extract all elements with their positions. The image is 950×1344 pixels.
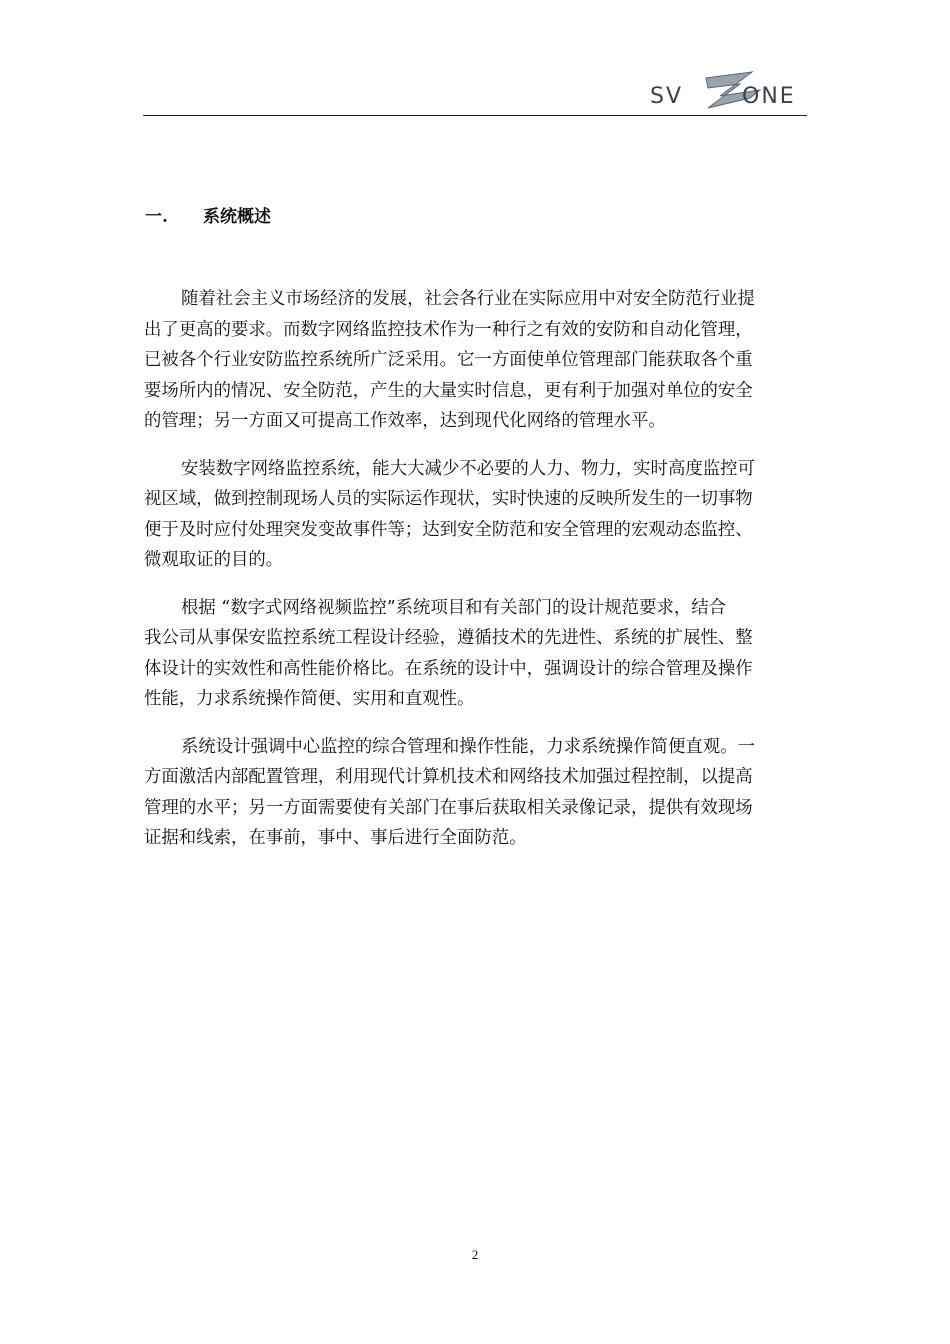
section-title: 系统概述 [203, 207, 271, 227]
paragraph-line: 证据和线索，在事前，事中、事后进行全面防范。 [144, 828, 527, 848]
paragraph-line: 已被各个行业安防监控系统所广泛采用。它一方面使单位管理部门能获取各个重 [144, 350, 753, 370]
paragraph [144, 732, 808, 854]
section-number: 一. [145, 207, 168, 227]
paragraph-line: 我公司从事保安监控系统工程设计经验，遵循技术的先进性、系统的扩展性、整 [144, 628, 753, 648]
header-rule [143, 115, 807, 116]
paragraph-line: 体设计的实效性和高性能价格比。在系统的设计中，强调设计的综合管理及操作 [144, 658, 753, 679]
paragraph-line: 要场所内的情况、安全防范，产生的大量实时信息，更有利于加强对单位的安全 [144, 380, 753, 401]
paragraph [144, 454, 808, 576]
body-text [144, 284, 808, 871]
paragraph [144, 593, 808, 715]
paragraph-line: 方面激活内部配置管理，利用现代计算机技术和网络技术加强过程控制，以提高 [144, 767, 753, 787]
paragraph-line: 根据 “数字式网络视频监控”系统项目和有关部门的设计规范要求，结合 [181, 597, 727, 618]
paragraph-line: 视区域，做到控制现场人员的实际运作现状，实时快速的反映所发生的一切事物 [144, 489, 753, 509]
svg-text:ONE: ONE [742, 84, 796, 109]
paragraph-line: 微观取证的目的。 [144, 550, 284, 570]
svg-text:SV: SV [650, 84, 684, 109]
paragraph-line: 随着社会主义市场经济的发展，社会各行业在实际应用中对安全防范行业提 [181, 289, 755, 309]
paragraph-line: 系统设计强调中心监控的综合管理和操作性能，力求系统操作简便直观。一 [181, 736, 755, 757]
paragraph-line: 管理的水平；另一方面需要使有关部门在事后获取相关录像记录，提供有效现场 [144, 797, 753, 818]
paragraph-line: 出了更高的要求。而数字网络监控技术作为一种行之有效的安防和自动化管理， [144, 319, 753, 340]
paragraph-line: 安装数字网络监控系统，能大大减少不必要的人力、物力，实时高度监控可 [181, 458, 755, 479]
company-logo [648, 68, 808, 114]
section-heading [145, 204, 271, 230]
page-number: 2 [471, 1247, 479, 1262]
paragraph-line: 便于及时应付处理突发变故事件等；达到安全防范和安全管理的宏观动态监控、 [144, 519, 753, 540]
paragraph-line: 的管理；另一方面又可提高工作效率，达到现代化网络的管理水平。 [144, 411, 666, 431]
paragraph-line: 性能，力求系统操作简便、实用和直观性。 [144, 689, 475, 709]
paragraph [144, 284, 808, 437]
